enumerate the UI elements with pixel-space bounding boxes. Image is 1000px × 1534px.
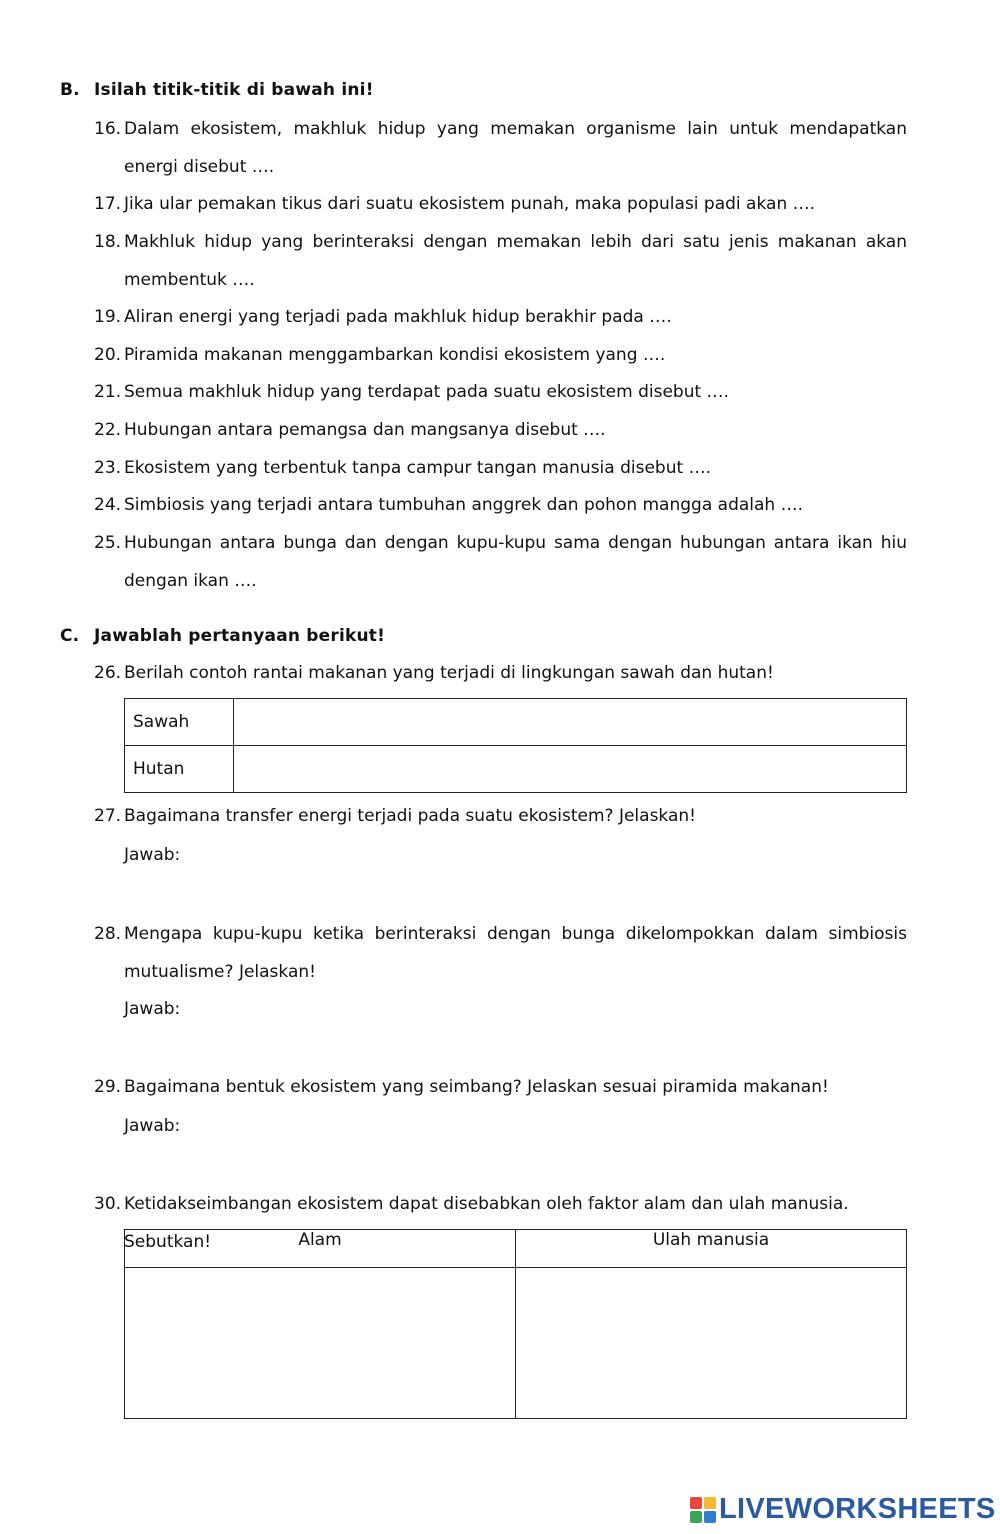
section-c-letter: C. [60,626,80,646]
question-text: Semua makhluk hidup yang terdapat pada suatu ekosistem disebut …. [124,382,729,402]
question-text: Ketidakseimbangan ekosistem dapat disebabkan oleh faktor alam dan ulah manusia. Sebutkan! [124,1194,849,1252]
question-text: Ekosistem yang terbentuk tanpa campur tangan manusia disebut …. [124,458,711,478]
table-row [125,746,907,793]
question-24 [94,487,907,525]
logo-square-icon [690,1511,702,1523]
question-number: 22. [94,420,122,440]
table-header-row [125,1230,907,1268]
question-text: Jika ular pemakan tikus dari suatu ekosistem punah, maka populasi padi akan …. [124,194,816,214]
question-number: 29. [94,1077,122,1097]
question-number: 28. [94,924,122,944]
question-22 [94,412,907,450]
section-c-title: Jawablah pertanyaan berikut! [94,626,386,646]
question-19 [94,299,907,337]
question-20 [94,337,907,375]
section-b-heading [60,80,374,100]
question-text: Bagaimana bentuk ekosistem yang seimbang? Jelaskan sesuai piramida makanan! [124,1077,829,1097]
row-label-sawah: Sawah [125,699,234,746]
section-c-heading [60,626,385,646]
question-23 [94,450,907,488]
logo-square-icon [690,1497,702,1509]
question-number: 21. [94,382,122,402]
question-29 [94,1069,907,1107]
question-number: 26. [94,663,122,683]
section-b-letter: B. [60,80,80,100]
question-number: 24. [94,495,122,515]
question-text: Berilah contoh rantai makanan yang terjadi di lingkungan sawah dan hutan! [124,663,774,683]
question-27 [94,798,907,836]
question-number: 25. [94,533,122,553]
table-row [125,699,907,746]
question-text: Hubungan antara bunga dan dengan kupu-kupu sama dengan hubungan antara ikan hiu dengan ikan …. [124,533,907,591]
question-number: 16. [94,119,122,139]
logo-square-icon [704,1511,716,1523]
question-number: 27. [94,806,122,826]
brand-text: LIVEWORKSHEETS [719,1493,996,1525]
question-text: Mengapa kupu-kupu ketika berinteraksi dengan bunga dikelompokkan dalam simbiosis mutualisme? Jelaskan! [124,924,907,982]
column-header-alam: Alam [125,1230,516,1268]
question-text: Aliran energi yang terjadi pada makhluk hidup berakhir pada …. [124,307,672,327]
question-number: 23. [94,458,122,478]
question-number: 18. [94,232,122,252]
question-26 [94,655,907,693]
answer-cell-ulah-manusia[interactable] [516,1268,907,1419]
table-row [125,1268,907,1419]
question-18 [94,224,907,299]
question-17 [94,186,907,224]
question-number: 30. [94,1194,122,1214]
column-header-ulah-manusia: Ulah manusia [516,1230,907,1268]
question-number: 20. [94,345,122,365]
question-16 [94,111,907,186]
row-label-hutan: Hutan [125,746,234,793]
answer-label-28: Jawab: [124,999,181,1019]
answer-cell-sawah[interactable] [234,699,907,746]
answer-cell-hutan[interactable] [234,746,907,793]
answer-label-29: Jawab: [124,1116,181,1136]
question-text: Bagaimana transfer energi terjadi pada suatu ekosistem? Jelaskan! [124,806,696,826]
question-text: Simbiosis yang terjadi antara tumbuhan anggrek dan pohon mangga adalah …. [124,495,804,515]
question-number: 17. [94,194,122,214]
liveworksheets-brand [690,1493,996,1526]
question-25 [94,525,907,600]
answer-label-27: Jawab: [124,845,181,865]
question-28 [94,916,907,991]
question-21 [94,374,907,412]
liveworksheets-logo-icon [690,1497,716,1523]
section-b-title: Isilah titik-titik di bawah ini! [94,80,374,100]
imbalance-causes-table [124,1229,907,1419]
question-text: Hubungan antara pemangsa dan mangsanya disebut …. [124,420,606,440]
question-number: 19. [94,307,122,327]
question-text: Piramida makanan menggambarkan kondisi ekosistem yang …. [124,345,666,365]
answer-cell-alam[interactable] [125,1268,516,1419]
food-chain-table [124,698,907,793]
question-text: Makhluk hidup yang berinteraksi dengan memakan lebih dari satu jenis makanan akan membentuk …. [124,232,907,290]
logo-square-icon [704,1497,716,1509]
question-text: Dalam ekosistem, makhluk hidup yang memakan organisme lain untuk mendapatkan energi disebut …. [124,119,907,177]
